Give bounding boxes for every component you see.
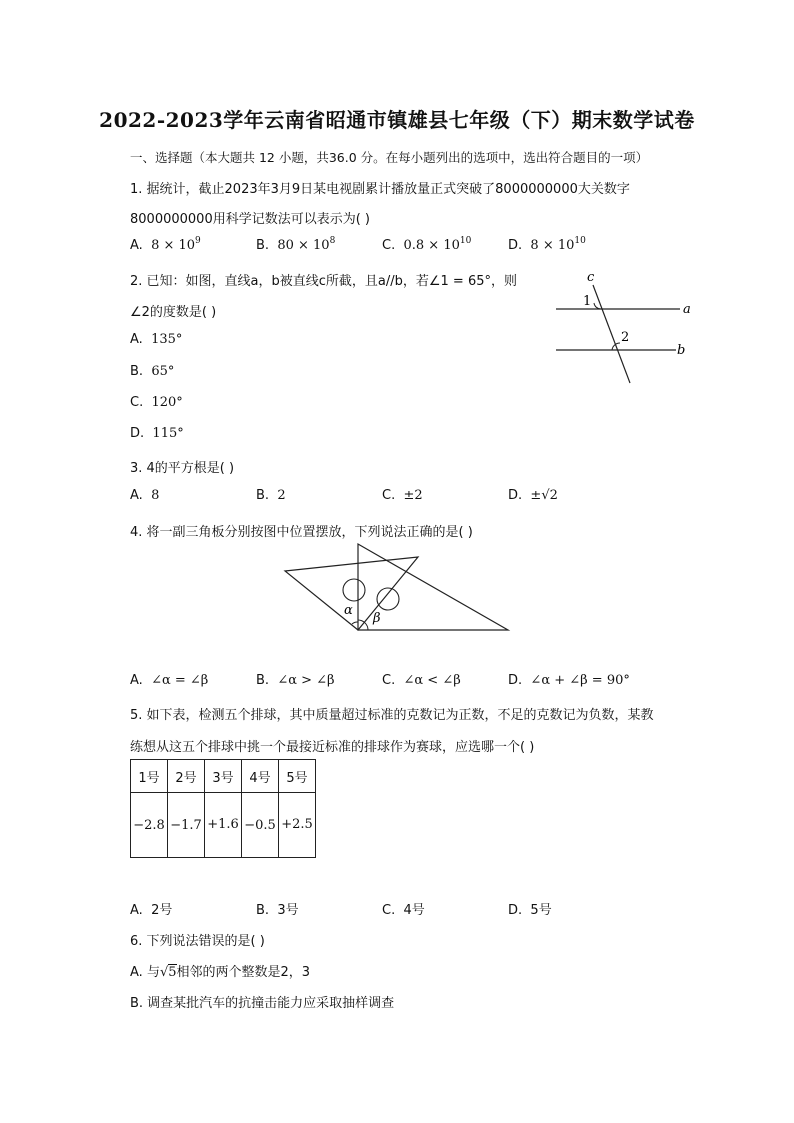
q2-stem-line2: ∠2的度数是( ) xyxy=(130,305,217,320)
q2-option-a[interactable]: A. 135° xyxy=(130,332,183,347)
q1-stem-line1: 1. 据统计，截止2023年3月9日某电视剧累计播放量正式突破了8000000000大关数字 xyxy=(130,182,630,197)
label-beta: β xyxy=(373,611,381,626)
q6-stem: 6. 下列说法错误的是( ) xyxy=(130,934,265,949)
q5-option-c[interactable]: C. 4号 xyxy=(382,903,425,918)
table-header-row xyxy=(131,760,316,793)
table-header-cell: 3号 xyxy=(205,760,242,793)
parallel-lines-figure xyxy=(550,265,700,390)
ruler-hole-right xyxy=(377,588,399,610)
page-title: 2022-2023学年云南省昭通市镇雄县七年级（下）期末数学试卷 xyxy=(99,108,695,132)
q5-stem-line1: 5. 如下表，检测五个排球，其中质量超过标准的克数记为正数，不足的克数记为负数，某教 xyxy=(130,708,654,723)
q5-option-d[interactable]: D. 5号 xyxy=(508,903,552,918)
q2-option-c[interactable]: C. 120° xyxy=(130,395,183,410)
q6-option-b[interactable]: B. 调查某批汽车的抗撞击能力应采取抽样调查 xyxy=(130,996,395,1011)
q2-option-d[interactable]: D. 115° xyxy=(130,426,184,441)
q4-option-c[interactable]: C. ∠α < ∠β xyxy=(382,673,461,688)
table-cell: −1.7 xyxy=(168,793,205,858)
q5-stem-line2: 练想从这五个排球中挑一个最接近标准的排球作为赛球，应选哪一个( ) xyxy=(130,740,535,755)
table-cell: +2.5 xyxy=(279,793,316,858)
label-1: 1 xyxy=(583,294,592,309)
q5-option-a[interactable]: A. 2号 xyxy=(130,903,173,918)
q2-option-b[interactable]: B. 65° xyxy=(130,364,175,379)
q1-stem-line2: 8000000000用科学记数法可以表示为( ) xyxy=(130,212,370,227)
q4-option-b[interactable]: B. ∠α > ∠β xyxy=(256,673,335,688)
angle-alpha-arc xyxy=(352,622,358,624)
ball-weight-table xyxy=(130,759,316,858)
q3-option-b[interactable]: B. 2 xyxy=(256,488,286,503)
q3-option-a[interactable]: A. 8 xyxy=(130,488,160,503)
section-heading: 一、选择题（本大题共 12 小题，共36.0 分。在每小题列出的选项中，选出符合题目的一项） xyxy=(130,150,649,165)
q1-option-d[interactable]: D. $8 \times 10^{10}$ xyxy=(508,236,586,253)
table-header-cell: 5号 xyxy=(279,760,316,793)
table-cell: −0.5 xyxy=(242,793,279,858)
q4-stem: 4. 将一副三角板分别按图中位置摆放，下列说法正确的是( ) xyxy=(130,525,473,540)
label-2: 2 xyxy=(621,330,630,345)
triangle-rulers-figure xyxy=(280,540,515,640)
q1-option-b[interactable]: B. $80 \times 10^8$ xyxy=(256,236,336,253)
table-row xyxy=(131,793,316,858)
table-header-cell: 2号 xyxy=(168,760,205,793)
q4-option-a[interactable]: A. ∠α = ∠β xyxy=(130,673,209,688)
q1-option-c[interactable]: C. $0.8 \times 10^{10}$ xyxy=(382,236,472,253)
table-header-cell: 4号 xyxy=(242,760,279,793)
sqrt-symbol: √ xyxy=(159,965,169,980)
label-c: c xyxy=(587,270,595,285)
table-header-cell: 1号 xyxy=(131,760,168,793)
q5-option-b[interactable]: B. 3号 xyxy=(256,903,299,918)
q6-option-a[interactable]: A. 与√5相邻的两个整数是2，3 xyxy=(130,965,311,980)
label-b: b xyxy=(677,343,686,358)
table-cell: +1.6 xyxy=(205,793,242,858)
q4-option-d[interactable]: D. ∠α + ∠β = 90° xyxy=(508,673,630,688)
q1-option-a[interactable]: A. $8 \times 10^9$ xyxy=(130,236,201,253)
q3-option-d[interactable]: D. ±√2 xyxy=(508,488,558,503)
label-a: a xyxy=(683,302,691,317)
q3-stem: 3. 4的平方根是( ) xyxy=(130,461,235,476)
ruler-hole-left xyxy=(343,579,365,601)
table-cell: −2.8 xyxy=(131,793,168,858)
q2-stem-line1: 2. 已知：如图，直线a，b被直线c所截，且a//b，若∠1 = 65°，则 xyxy=(130,274,518,289)
q3-option-c[interactable]: C. ±2 xyxy=(382,488,423,503)
label-alpha: α xyxy=(344,603,353,618)
